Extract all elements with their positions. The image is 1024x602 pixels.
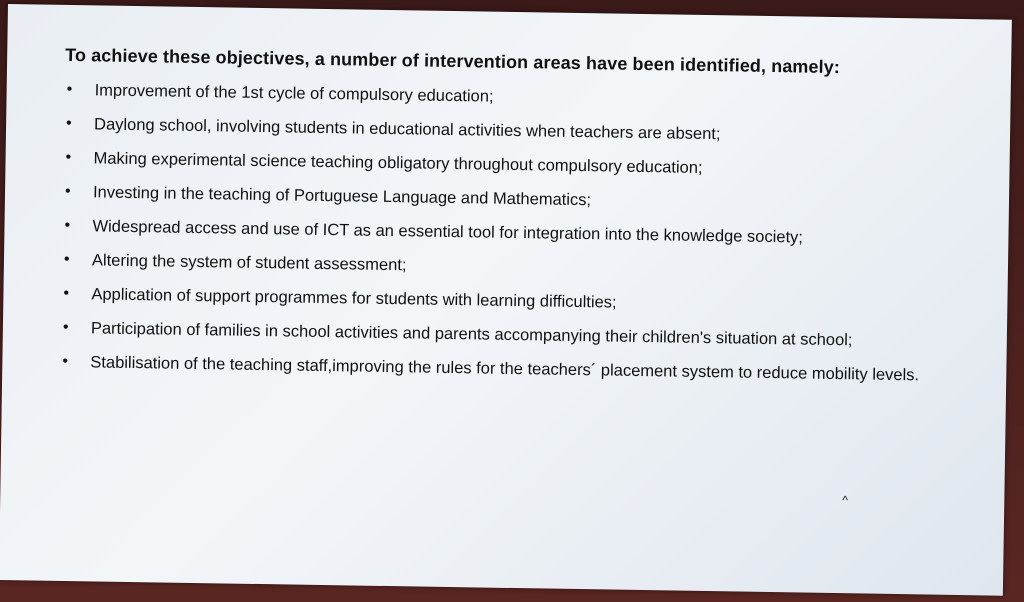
- bullet-icon: •: [62, 352, 69, 370]
- bullet-icon: •: [65, 114, 72, 133]
- caret-mark-icon: ^: [842, 493, 849, 508]
- bullet-icon: •: [63, 250, 70, 268]
- list-item-text: Stabilisation of the teaching staff,improving the rules for the teachers´ placement system to reduce mobility levels.: [90, 353, 920, 385]
- bullet-icon: •: [64, 216, 71, 235]
- slide-heading: To achieve these objectives, a number of intervention areas have been identified, namely:: [65, 44, 841, 78]
- list-item-text: Improvement of the 1st cycle of compulsory education;: [94, 81, 494, 106]
- list-item-text: Application of support programmes for students with learning difficulties;: [91, 285, 617, 312]
- bullet-icon: •: [64, 182, 71, 201]
- presentation-slide: [0, 4, 1012, 596]
- list-item-text: Daylong school, involving students in educational activities when teachers are absent;: [93, 115, 721, 144]
- list-item-text: Participation of families in school activities and parents accompanying their children's situation at school;: [90, 319, 853, 350]
- list-item-text: Investing in the teaching of Portuguese Language and Mathematics;: [92, 183, 592, 210]
- list-item-text: Widespread access and use of ICT as an essential tool for integration into the knowledge society;: [92, 217, 804, 247]
- bullet-icon: •: [66, 80, 73, 99]
- bullet-icon: •: [65, 148, 72, 167]
- slide-content: [60, 43, 945, 395]
- objectives-list: [60, 75, 945, 391]
- bullet-icon: •: [62, 318, 69, 336]
- bullet-icon: •: [63, 284, 70, 302]
- list-item-text: Altering the system of student assessment;: [91, 251, 407, 275]
- list-item-text: Making experimental science teaching obligatory throughout compulsory education;: [93, 149, 703, 177]
